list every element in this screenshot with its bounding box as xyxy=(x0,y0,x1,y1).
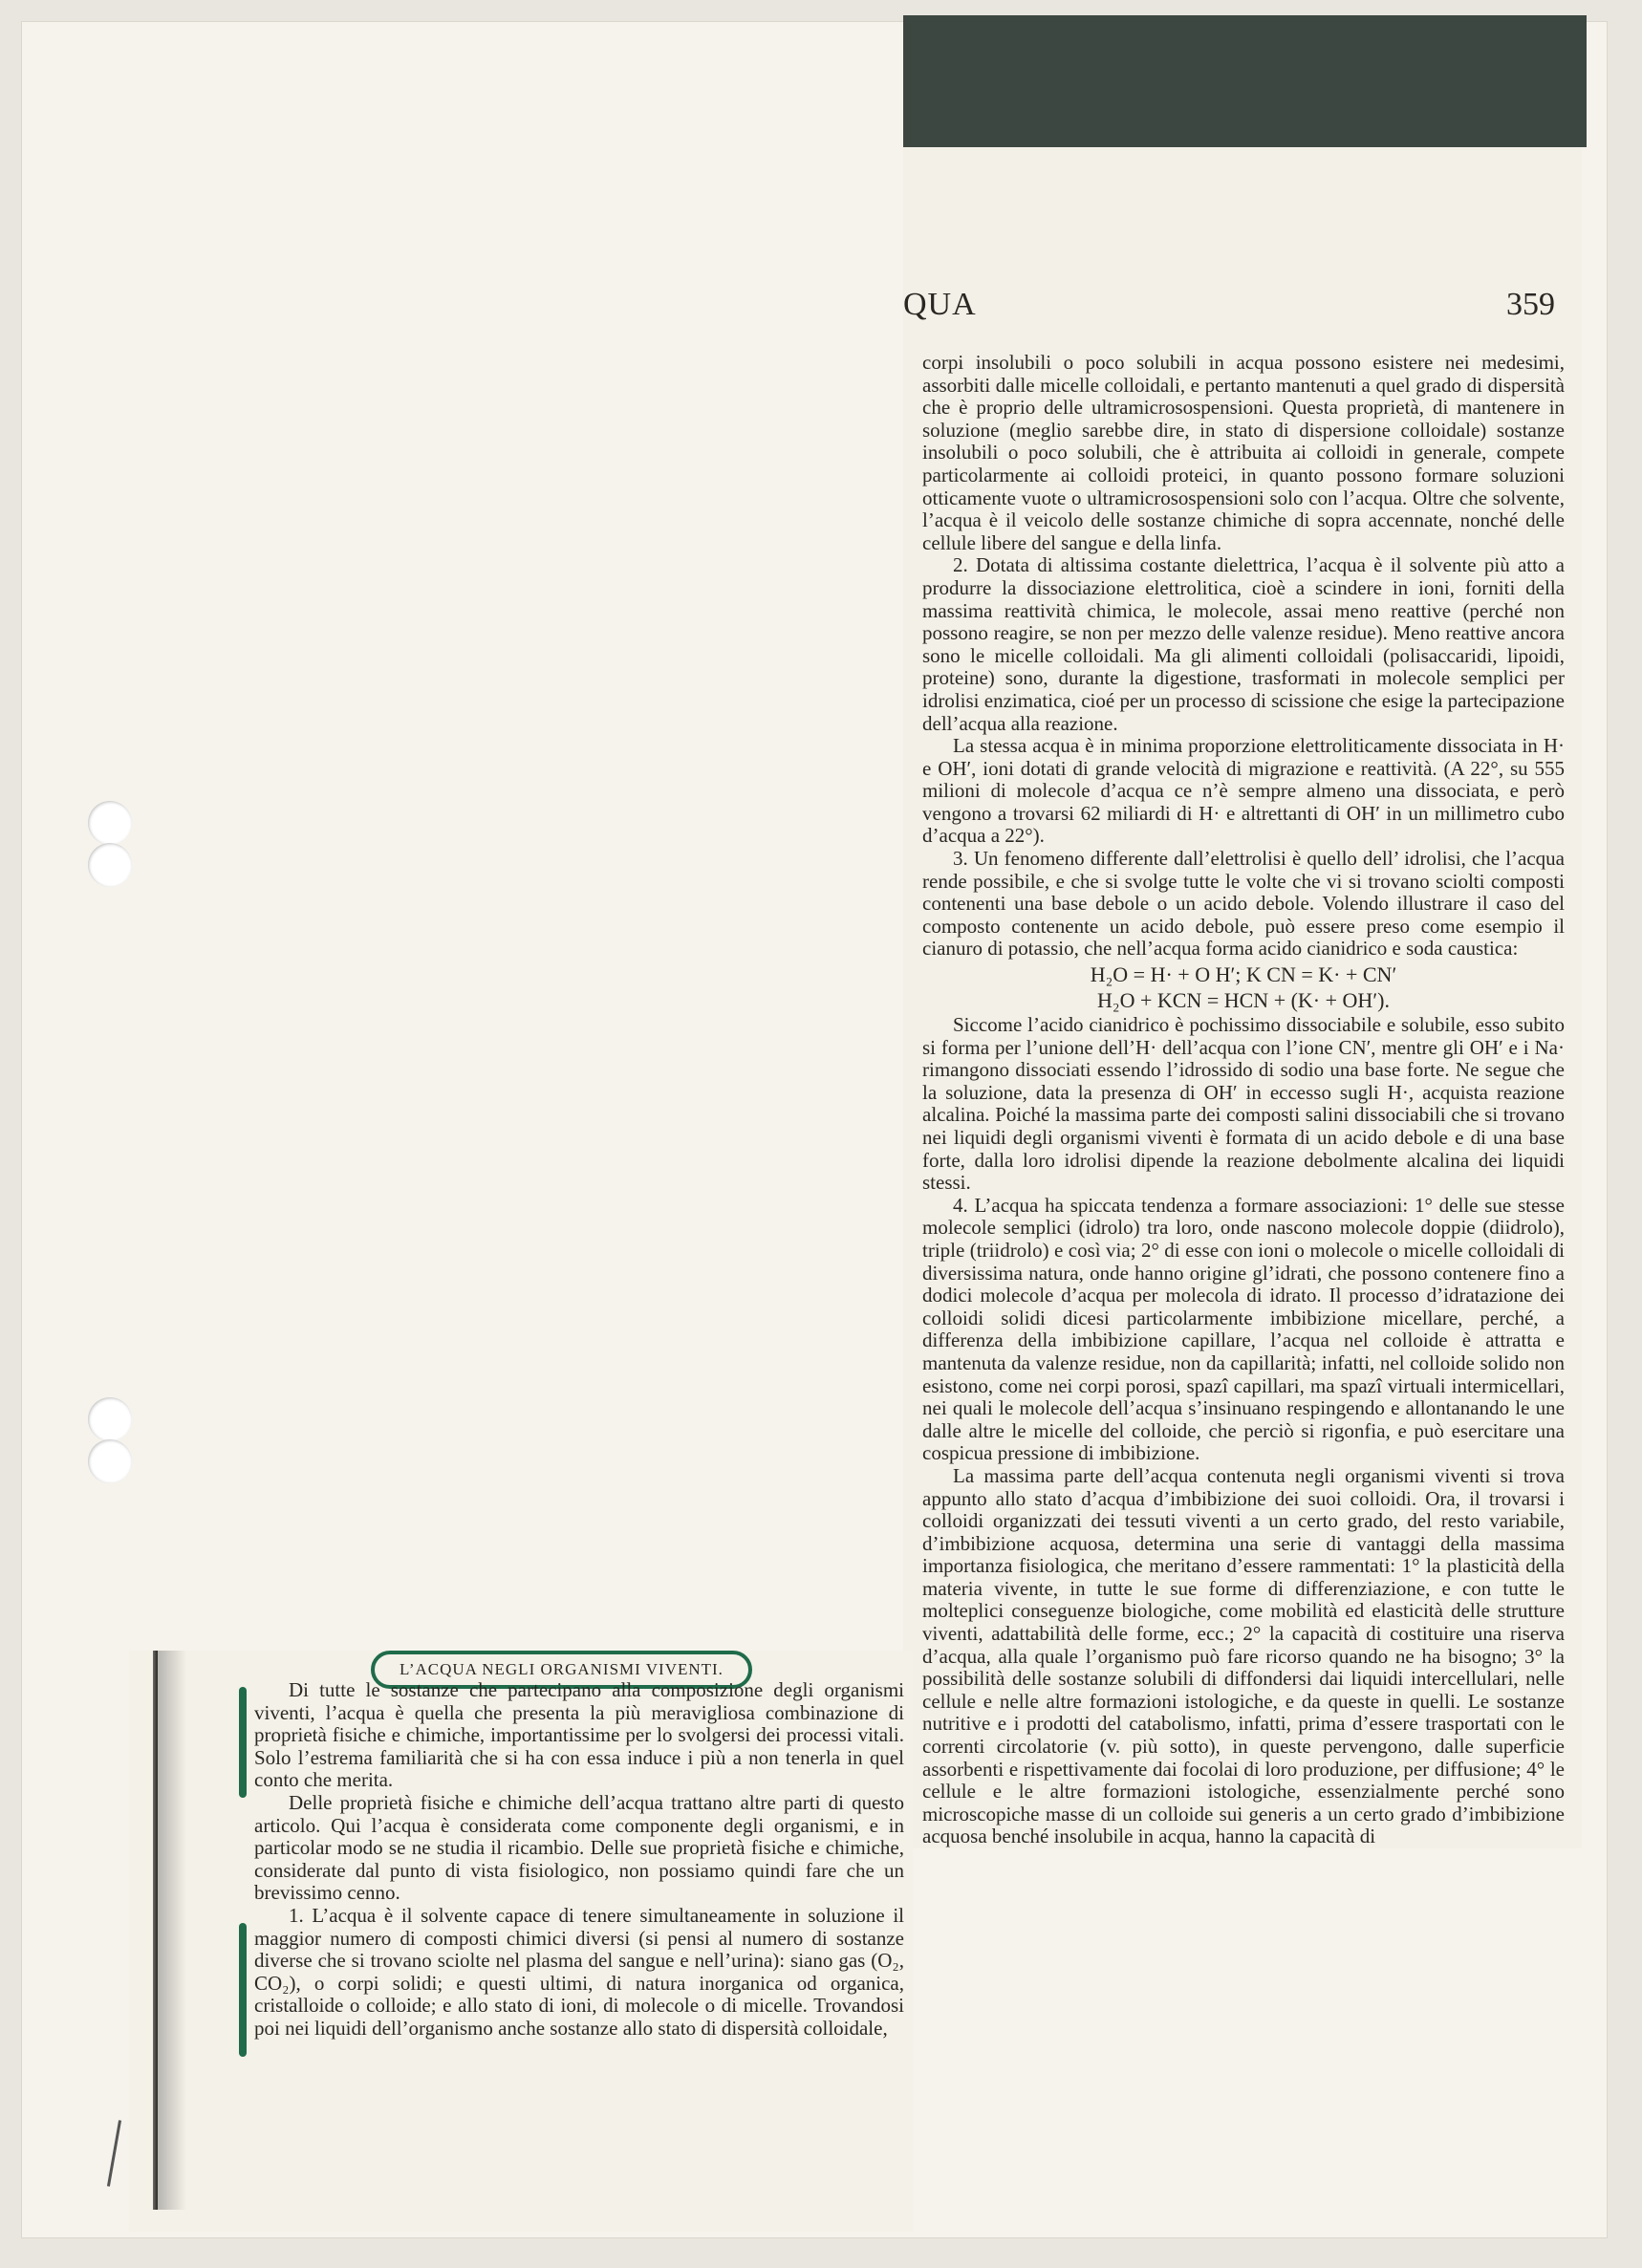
punch-hole xyxy=(88,801,132,845)
right-text-column xyxy=(922,352,1565,1848)
page-number: 359 xyxy=(1506,287,1555,322)
paragraph: La massima parte dell’acqua contenuta negli organismi viventi si trova appunto allo stato d’acqua d’imbibizione dei suoi colloidi. Ora, il trovarsi i colloidi organizzati dei tessuti viventi a un certo grado, del resto variabile, d’imbibizione acquosa, determina una serie di vantaggi della massima importanza fisiologica, che meritano d’essere rammentati: 1° la plasticità della materia vivente, in tutte le sue forme di differenziazione, e con tutte le molteplici conseguenze biologiche, come mobilità ed elasticità delle strutture viventi, adattabilità delle forme, ecc.; 2° la capacità di costituire una riserva d’acqua, alla quale l’organismo può fare ricorso quando ne ha bisogno; 3° la possibilità delle sostanze solubili di diffondersi dai liquidi intercellulari, nelle cellule e nelle altre formazioni istologiche, e da queste in quelli. Le sostanze nutritive e i prodotti del catabolismo, infatti, prima d’essere trasportati con le correnti circolatorie (v. più sotto), in queste pervengono, dalle superficie assorbenti e rispettivamente dai focolai di loro produzione, per diffusione; 4° le cellule e le altre formazioni istologiche, essenzialmente perché sono microscopiche masse di un colloide sui generis a un certo grado d’imbibizione acquosa benché insolubile in acqua, hanno la capacità di xyxy=(922,1463,1565,1848)
paragraph: 4. L’acqua ha spiccata tendenza a formare associazioni: 1° delle sue stesse molecole semplici (idrolo) tra loro, onde nascono molecole doppie (diidrolo), triple (triidrolo) e così via; 2° di esse con ioni o molecole o micelle colloidali di diversissima natura, onde hanno origine gl’idrati, che possono contenere fino a dodici molecole d’acqua per molecola di idrato. Il processo d’idratazione dei colloidi solidi dicesi particolarmente imbibizione micellare, perché, a differenza della imbibizione capillare, l’acqua nel colloide è attratta e mantenuta da valenze residue, non da capillarità; infatti, nel colloide solido non esistono, come nei corpi porosi, spazî capillari, ma spazî virtuali intermicellari, nei quali le molecole dell’acqua s’insinuano respingendo e allontanando le une dalle altre le micelle del colloide, che perciò si rigonfia, e può esercitare una cospicua pressione di imbibizione. xyxy=(922,1193,1565,1465)
paragraph: Di tutte le sostanze che partecipano alla composizione degli organismi viventi, l’acqua è quella che presenta la più meravigliosa combinazione di proprietà fisiche e chimiche, importantissime per lo svolgersi dei processi vitali. Solo l’estrema familiarità che si ha con essa induce i più a non tenerla in quel conto che merita. xyxy=(254,1678,904,1792)
green-marker-line xyxy=(239,1687,247,1798)
green-marker-line xyxy=(239,1923,247,2057)
page-header xyxy=(903,281,1572,338)
paragraph: 2. Dotata di altissima costante dielettrica, l’acqua è il solvente più atto a produrre la dissociazione elettrolitica, cioè a scindere in ioni, forniti della massima reattività chimica, le molecole, assai meno reattive (perché non possono reagire, se non per mezzo delle valenze residue). Meno reattive ancora sono le micelle colloidali. Ma gli alimenti colloidali (polisaccaridi, lipoidi, proteine) sono, durante la digestione, trasformati in molecole semplici per idrolisi enzimatica, cioé per un processo di scissione che esige la partecipazione dell’acqua alla reazione. xyxy=(922,553,1565,735)
paragraph: Siccome l’acido cianidrico è pochissimo dissociabile e solubile, esso subito si forma per l’unione dell’H· dell’acqua con l’ione CN′, mentre gli OH′ e i Na· rimangono dissociati essendo l’idrossido di sodio una base forte. Ne segue che la soluzione, data la presenza di OH′ in eccesso sugli H·, acquista reazione alcalina. Poiché la massima parte dei composti salini dissociabili che si trovano nei liquidi degli organismi viventi è formata di un acido debole e di una base forte, dalla loro idrolisi dipende la reazione debolmente alcalina dei liquidi stessi. xyxy=(922,1013,1565,1195)
running-title: QUA xyxy=(903,287,977,322)
punch-hole xyxy=(88,1397,132,1441)
article-title: L’ACQUA NEGLI ORGANISMI VIVENTI. xyxy=(371,1651,752,1689)
left-text-column xyxy=(254,1679,904,2041)
dark-tape-strip xyxy=(903,15,1587,147)
equation: H₂O + KCN = HCN + (K· + OH′). xyxy=(1097,988,1390,1013)
fold-line xyxy=(153,1651,158,2210)
equation: H₂O = H· + O H′; K CN = K· + CN′ xyxy=(1090,962,1397,987)
paragraph: 3. Un fenomeno differente dall’elettrolisi è quello dell’ idrolisi, che l’acqua rende possibile, e che si svolge tutte le volte che vi si trovano sciolti composti contenenti una base debole o un acido debole. Volendo illustrare il caso del composto contenente un acido debole, può essere preso come esempio il cianuro di potassio, che nell’acqua forma acido cianidrico e soda caustica: xyxy=(922,847,1565,961)
paragraph: corpi insolubili o poco solubili in acqua possono esistere nei medesimi, assorbiti dalle micelle colloidali, e pertanto mantenuti a quel grado di dispersità che è proprio delle ultramicrosospensioni. Questa proprietà, di mantenere in soluzione (meglio sarebbe dire, in stato di dispersione colloidale) sostanze insolubili o poco solubili, che è attribuita ai colloidi in generale, compete particolarmente ai colloidi proteici, in quanto possono formare soluzioni otticamente vuote o ultramicrosospensioni solo con l’acqua. Oltre che solvente, l’acqua è il veicolo delle sostanze chimiche di sopra accennate, nonché delle cellule libere del sangue e della linfa. xyxy=(922,351,1565,554)
paragraph: La stessa acqua è in minima proporzione elettroliticamente dissociata in H· e OH′, ioni dotati di grande velocità di migrazione e reattività. (A 22°, su 555 milioni di molecole d’acqua ce n’è sempre almeno una dissociata, e però vengono a trovarsi 62 miliardi di H· e altrettanti di OH′ in un millimetro cubo d’acqua a 22°). xyxy=(922,734,1565,848)
right-clipping xyxy=(903,147,1582,1848)
paragraph: 1. L’acqua è il solvente capace di tenere simultaneamente in soluzione il maggior numero di composti chimici diversi (si pensi al numero di sostanze diverse che si trovano sciolte nel plasma del sangue e nell’urina): siano gas (O₂, CO₂), o corpi solidi; e questi ultimi, di natura inorganica od organica, cristalloide o colloide; e allo stato di ioni, di molecole o di micelle. Trovandosi poi nei liquidi dell’organismo anche sostanze allo stato di dispersità colloidale, xyxy=(254,1903,904,2040)
punch-hole xyxy=(88,1439,132,1483)
punch-hole xyxy=(88,843,132,887)
paragraph: Delle proprietà fisiche e chimiche dell’acqua trattano altre parti di questo articolo. Qui l’acqua è considerata come componente degli organismi, e in particolar modo se ne studia il ricambio. Delle sue proprietà fisiche e chimiche, considerate dal punto di vista fisiologico, non possiamo quindi fare che un brevissimo cenno. xyxy=(254,1790,904,1905)
scan-shadow xyxy=(158,1651,186,2210)
